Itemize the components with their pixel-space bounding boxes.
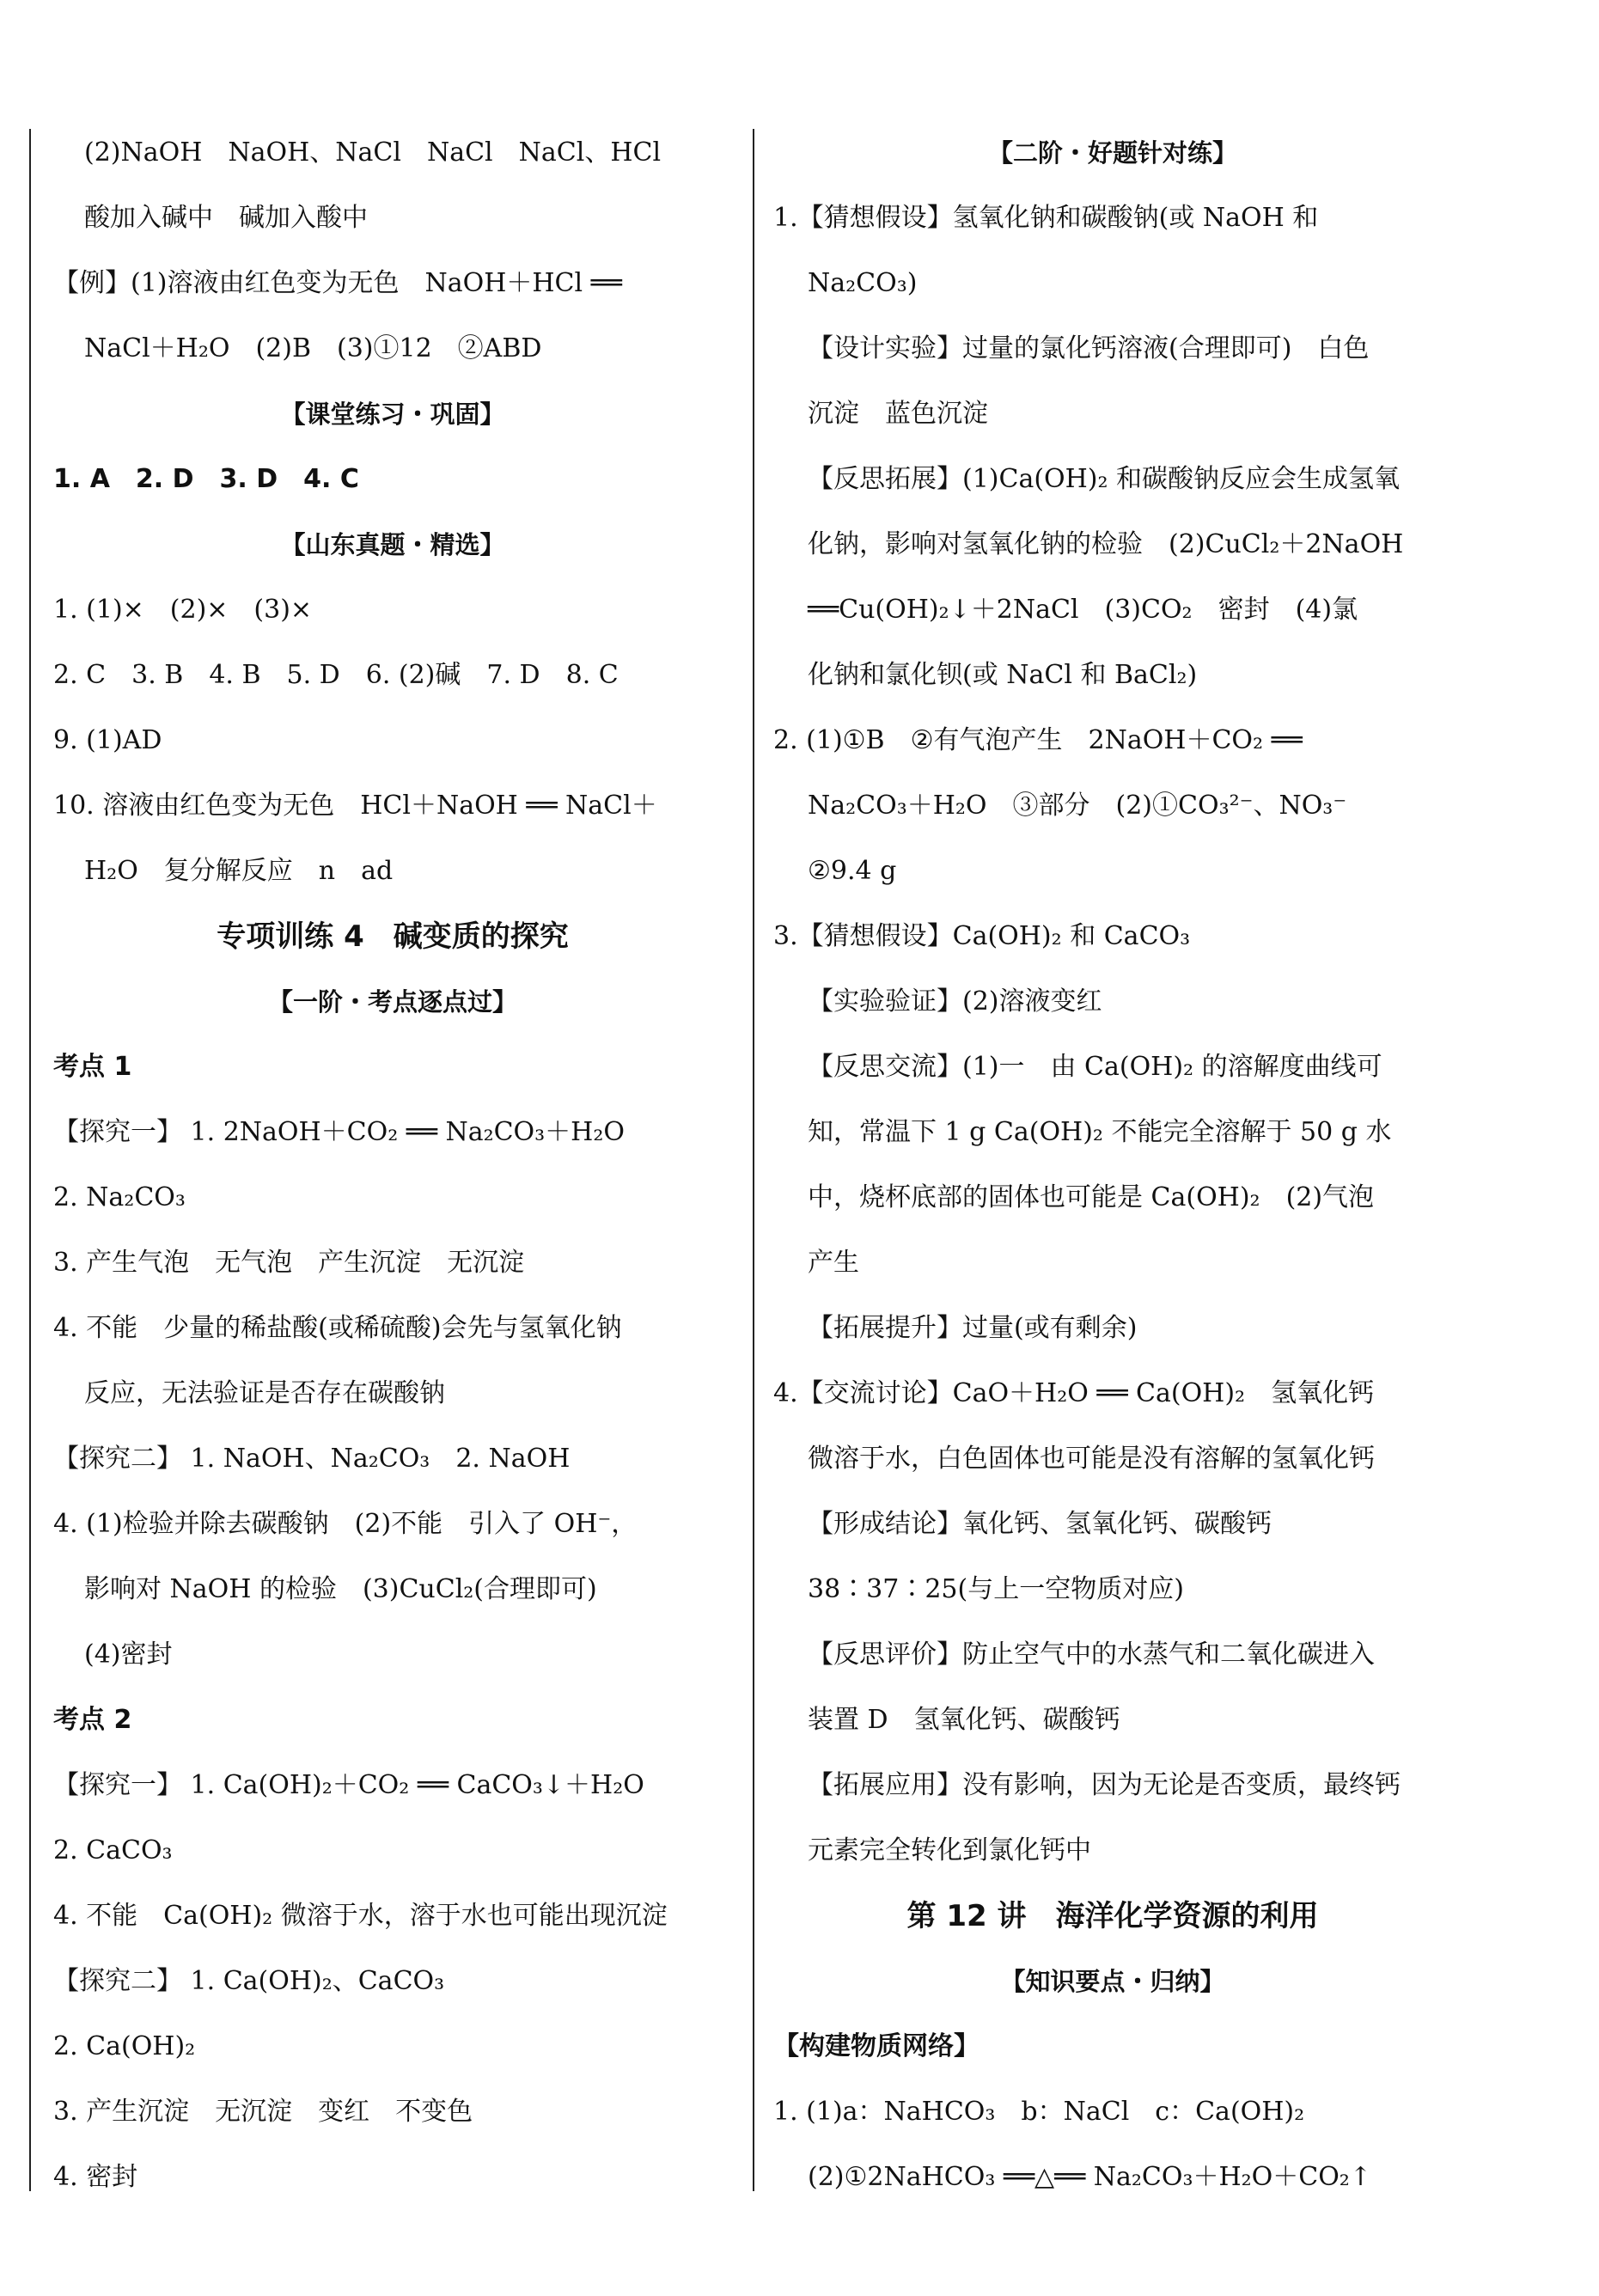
left-line: 3. 产生气泡 无气泡 产生沉淀 无沉淀 [53, 1248, 525, 1278]
left-section-heading: 【课堂练习・巩固】 [280, 400, 505, 429]
right-line: 微溶于水，白色固体也可能是没有溶解的氢氧化钙 [808, 1444, 1375, 1474]
left-line: 2. Na₂CO₃ [53, 1182, 186, 1212]
left-line: 【探究一】 1. Ca(OH)₂＋CO₂ ══ CaCO₃↓＋H₂O [53, 1770, 644, 1800]
right-line: 化钠和氯化钡(或 NaCl 和 BaCl₂) [808, 660, 1198, 690]
left-line: 1. (1)× (2)× (3)× [53, 595, 313, 625]
left-line: 酸加入碱中 碱加入酸中 [84, 203, 368, 233]
left-line: 考点 1 [53, 1052, 132, 1082]
left-line: NaCl＋H₂O (2)B (3)①12 ②ABD [84, 333, 542, 363]
right-line: 【反思评价】防止空气中的水蒸气和二氧化碳进入 [808, 1640, 1375, 1670]
right-chapter-title: 第 12 讲 海洋化学资源的利用 [906, 1899, 1319, 1933]
right-line: 【形成结论】氧化钙、氢氧化钙、碳酸钙 [808, 1509, 1272, 1539]
right-section-heading: 【二阶・好题针对练】 [987, 138, 1237, 168]
left-line: 【探究二】 1. NaOH、Na₂CO₃ 2. NaOH [53, 1444, 571, 1474]
left-line: 2. Ca(OH)₂ [53, 2031, 196, 2061]
right-line: 【反思交流】(1)一 由 Ca(OH)₂ 的溶解度曲线可 [808, 1052, 1382, 1082]
left-line: 影响对 NaOH 的检验 (3)CuCl₂(合理即可) [84, 1574, 597, 1604]
left-line: 1. A 2. D 3. D 4. C [53, 464, 359, 494]
left-line: H₂O 复分解反应 n ad [84, 856, 394, 886]
right-line: Na₂CO₃) [808, 268, 918, 298]
left-line: 反应，无法验证是否存在碳酸钠 [84, 1378, 445, 1408]
right-line: 化钠，影响对氢氧化钠的检验 (2)CuCl₂＋2NaOH [808, 529, 1404, 559]
left-line: 考点 2 [53, 1705, 132, 1735]
right-line: 装置 D 氢氧化钙、碳酸钙 [808, 1705, 1120, 1735]
right-section-heading: 【知识要点・归纳】 [1000, 1967, 1225, 1996]
left-line: 【探究二】 1. Ca(OH)₂、CaCO₃ [53, 1966, 445, 1996]
right-line: ②9.4 g [808, 856, 897, 886]
left-chapter-title: 专项训练 4 碱变质的探究 [217, 919, 569, 954]
right-column [773, 120, 1452, 2210]
right-line: 沉淀 蓝色沉淀 [808, 399, 988, 429]
left-line: 9. (1)AD [53, 725, 162, 755]
right-line: 产生 [808, 1248, 859, 1278]
right-line: 2. (1)①B ②有气泡产生 2NaOH＋CO₂ ══ [773, 725, 1303, 755]
right-line: 4.【交流讨论】CaO＋H₂O ══ Ca(OH)₂ 氢氧化钙 [773, 1378, 1375, 1408]
right-line: 【拓展应用】没有影响，因为无论是否变质，最终钙 [808, 1770, 1401, 1800]
left-column [53, 120, 732, 2210]
right-line: 知，常温下 1 g Ca(OH)₂ 不能完全溶解于 50 g 水 [808, 1117, 1392, 1147]
right-line: 【反思拓展】(1)Ca(OH)₂ 和碳酸钠反应会生成氢氧 [808, 464, 1401, 494]
right-line: 【构建物质网络】 [773, 2031, 980, 2061]
left-line: 2. C 3. B 4. B 5. D 6. (2)碱 7. D 8. C [53, 660, 619, 690]
left-line: 【例】(1)溶液由红色变为无色 NaOH＋HCl ══ [53, 268, 622, 298]
right-line: 【实验验证】(2)溶液变红 [808, 986, 1102, 1017]
right-line: ══Cu(OH)₂↓＋2NaCl (3)CO₂ 密封 (4)氯 [808, 595, 1358, 625]
left-line: (4)密封 [84, 1640, 173, 1670]
left-section-heading: 【山东真题・精选】 [280, 530, 505, 559]
right-line: 1.【猜想假设】氢氧化钠和碳酸钠(或 NaOH 和 [773, 203, 1319, 233]
left-margin-rule [29, 129, 31, 2191]
left-line: 4. 不能 Ca(OH)₂ 微溶于水，溶于水也可能出现沉淀 [53, 1901, 668, 1931]
left-line: 3. 产生沉淀 无沉淀 变红 不变色 [53, 2097, 473, 2127]
left-line: (2)NaOH NaOH、NaCl NaCl NaCl、HCl [84, 137, 662, 168]
right-line: 1. (1)a：NaHCO₃ b：NaCl c：Ca(OH)₂ [773, 2097, 1305, 2127]
column-divider [753, 129, 754, 2191]
left-line: 4. 不能 少量的稀盐酸(或稀硫酸)会先与氢氧化钠 [53, 1313, 622, 1343]
right-line: Na₂CO₃＋H₂O ③部分 (2)①CO₃²⁻、NO₃⁻ [808, 791, 1347, 821]
left-line: 4. 密封 [53, 2162, 138, 2192]
left-section-heading: 【一阶・考点逐点过】 [267, 987, 517, 1017]
left-line: 10. 溶液由红色变为无色 HCl＋NaOH ══ NaCl＋ [53, 791, 657, 821]
left-line: 2. CaCO₃ [53, 1835, 173, 1865]
right-line: (2)①2NaHCO₃ ══△══ Na₂CO₃＋H₂O＋CO₂↑ [808, 2162, 1371, 2192]
right-line: 38∶37∶25(与上一空物质对应) [808, 1574, 1184, 1604]
right-line: 【拓展提升】过量(或有剩余) [808, 1313, 1138, 1343]
right-line: 【设计实验】过量的氯化钙溶液(合理即可) 白色 [808, 333, 1370, 363]
right-line: 中，烧杯底部的固体也可能是 Ca(OH)₂ (2)气泡 [808, 1182, 1375, 1212]
left-line: 【探究一】 1. 2NaOH＋CO₂ ══ Na₂CO₃＋H₂O [53, 1117, 625, 1147]
right-line: 3.【猜想假设】Ca(OH)₂ 和 CaCO₃ [773, 921, 1191, 951]
left-line: 4. (1)检验并除去碳酸钠 (2)不能 引入了 OH⁻， [53, 1509, 638, 1539]
right-line: 元素完全转化到氯化钙中 [808, 1835, 1091, 1865]
